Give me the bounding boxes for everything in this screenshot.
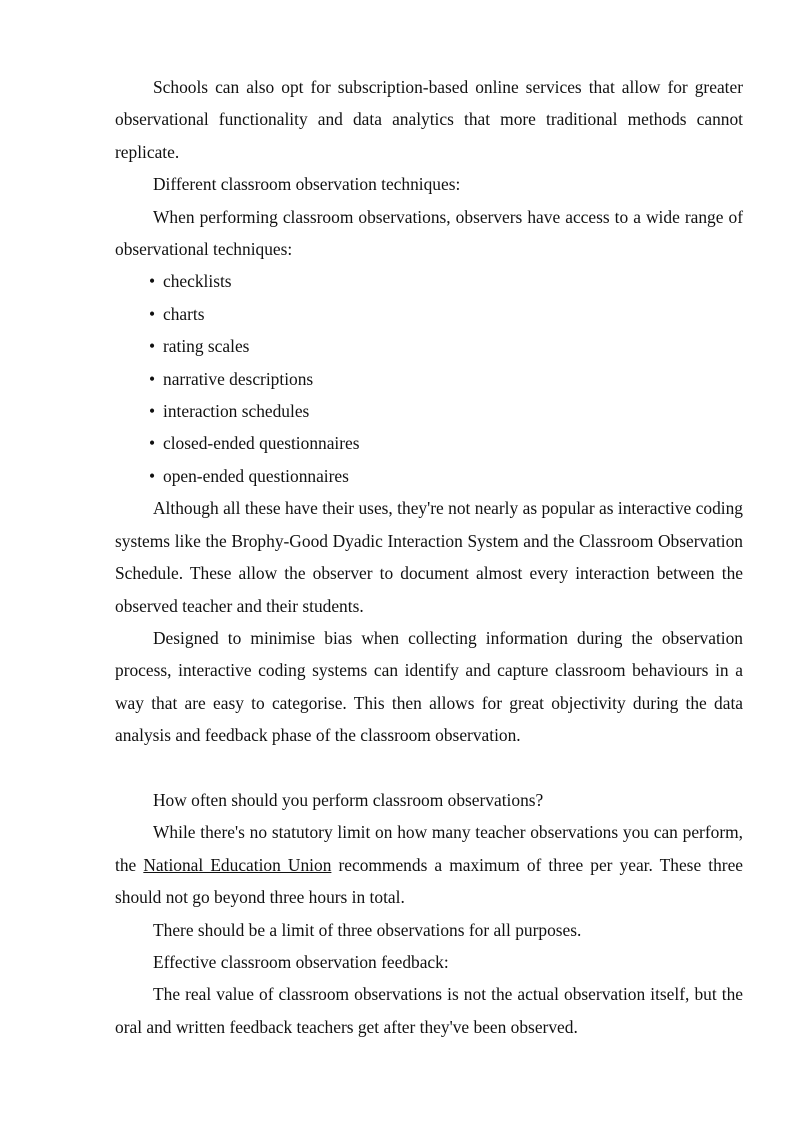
bullet-marker: • [149,271,156,292]
list-item [115,363,743,395]
frequency-text-before: While there's no statutory limit on how many teacher observations you can perform, the [115,822,743,875]
bullet-marker: • [149,465,156,486]
paragraph-minimise-bias: Designed to minimise bias when collecting information during the observation process, interactive coding systems can identify and capture classroom behaviours in a way that are easy to categorise. This then allows for great objectivity during the data analysis and feedback phase of the classroom observation. [115,627,743,746]
heading-observation-techniques: Different classroom observation techniques: [153,174,461,195]
list-item-text: interaction schedules [163,401,310,422]
heading-observation-frequency: How often should you perform classroom observations? [153,789,544,810]
blank-line [115,752,743,784]
list-item-text: open-ended questionnaires [163,465,349,486]
bullet-marker: • [149,433,156,454]
bullet-marker: • [149,336,156,357]
list-item [115,265,743,297]
bullet-marker: • [149,368,156,389]
list-item-text: checklists [163,271,232,292]
paragraph-techniques-intro: When performing classroom observations, observers have access to a wide range of observational techniques: [115,206,743,260]
list-item [115,298,743,330]
list-item [115,427,743,459]
document-body [115,71,743,1043]
list-item [115,330,743,362]
list-item-text: narrative descriptions [163,368,314,389]
paragraph-observation-limit: There should be a limit of three observations for all purposes. [153,919,582,940]
techniques-list [115,265,743,492]
bullet-marker: • [149,303,156,324]
list-item [115,460,743,492]
paragraph-frequency [115,816,743,913]
list-item-text: rating scales [163,336,250,357]
paragraph-interactive-coding: Although all these have their uses, they're not nearly as popular as interactive coding systems like the Brophy-Good Dyadic Interaction System and the Classroom Observation Schedule. These allow the observer to document almost every interaction between the observed teacher and their students. [115,498,743,616]
list-item-text: charts [163,303,205,324]
paragraph-feedback-value: The real value of classroom observations is not the actual observation itself, but the oral and written feedback teachers get after they've been observed. [115,984,743,1037]
list-item [115,395,743,427]
national-education-union-link[interactable]: National Education Union [143,854,332,875]
frequency-text-after: recommends a maximum of three per year. These three should not go beyond three hours in total. [115,854,744,908]
heading-observation-feedback: Effective classroom observation feedback: [153,951,449,972]
list-item-text: closed-ended questionnaires [163,433,360,454]
bullet-marker: • [149,401,156,422]
paragraph-subscription-services: Schools can also opt for subscription-based online services that allow for greater observational functionality and data analytics that more traditional methods cannot replicate. [115,77,743,162]
